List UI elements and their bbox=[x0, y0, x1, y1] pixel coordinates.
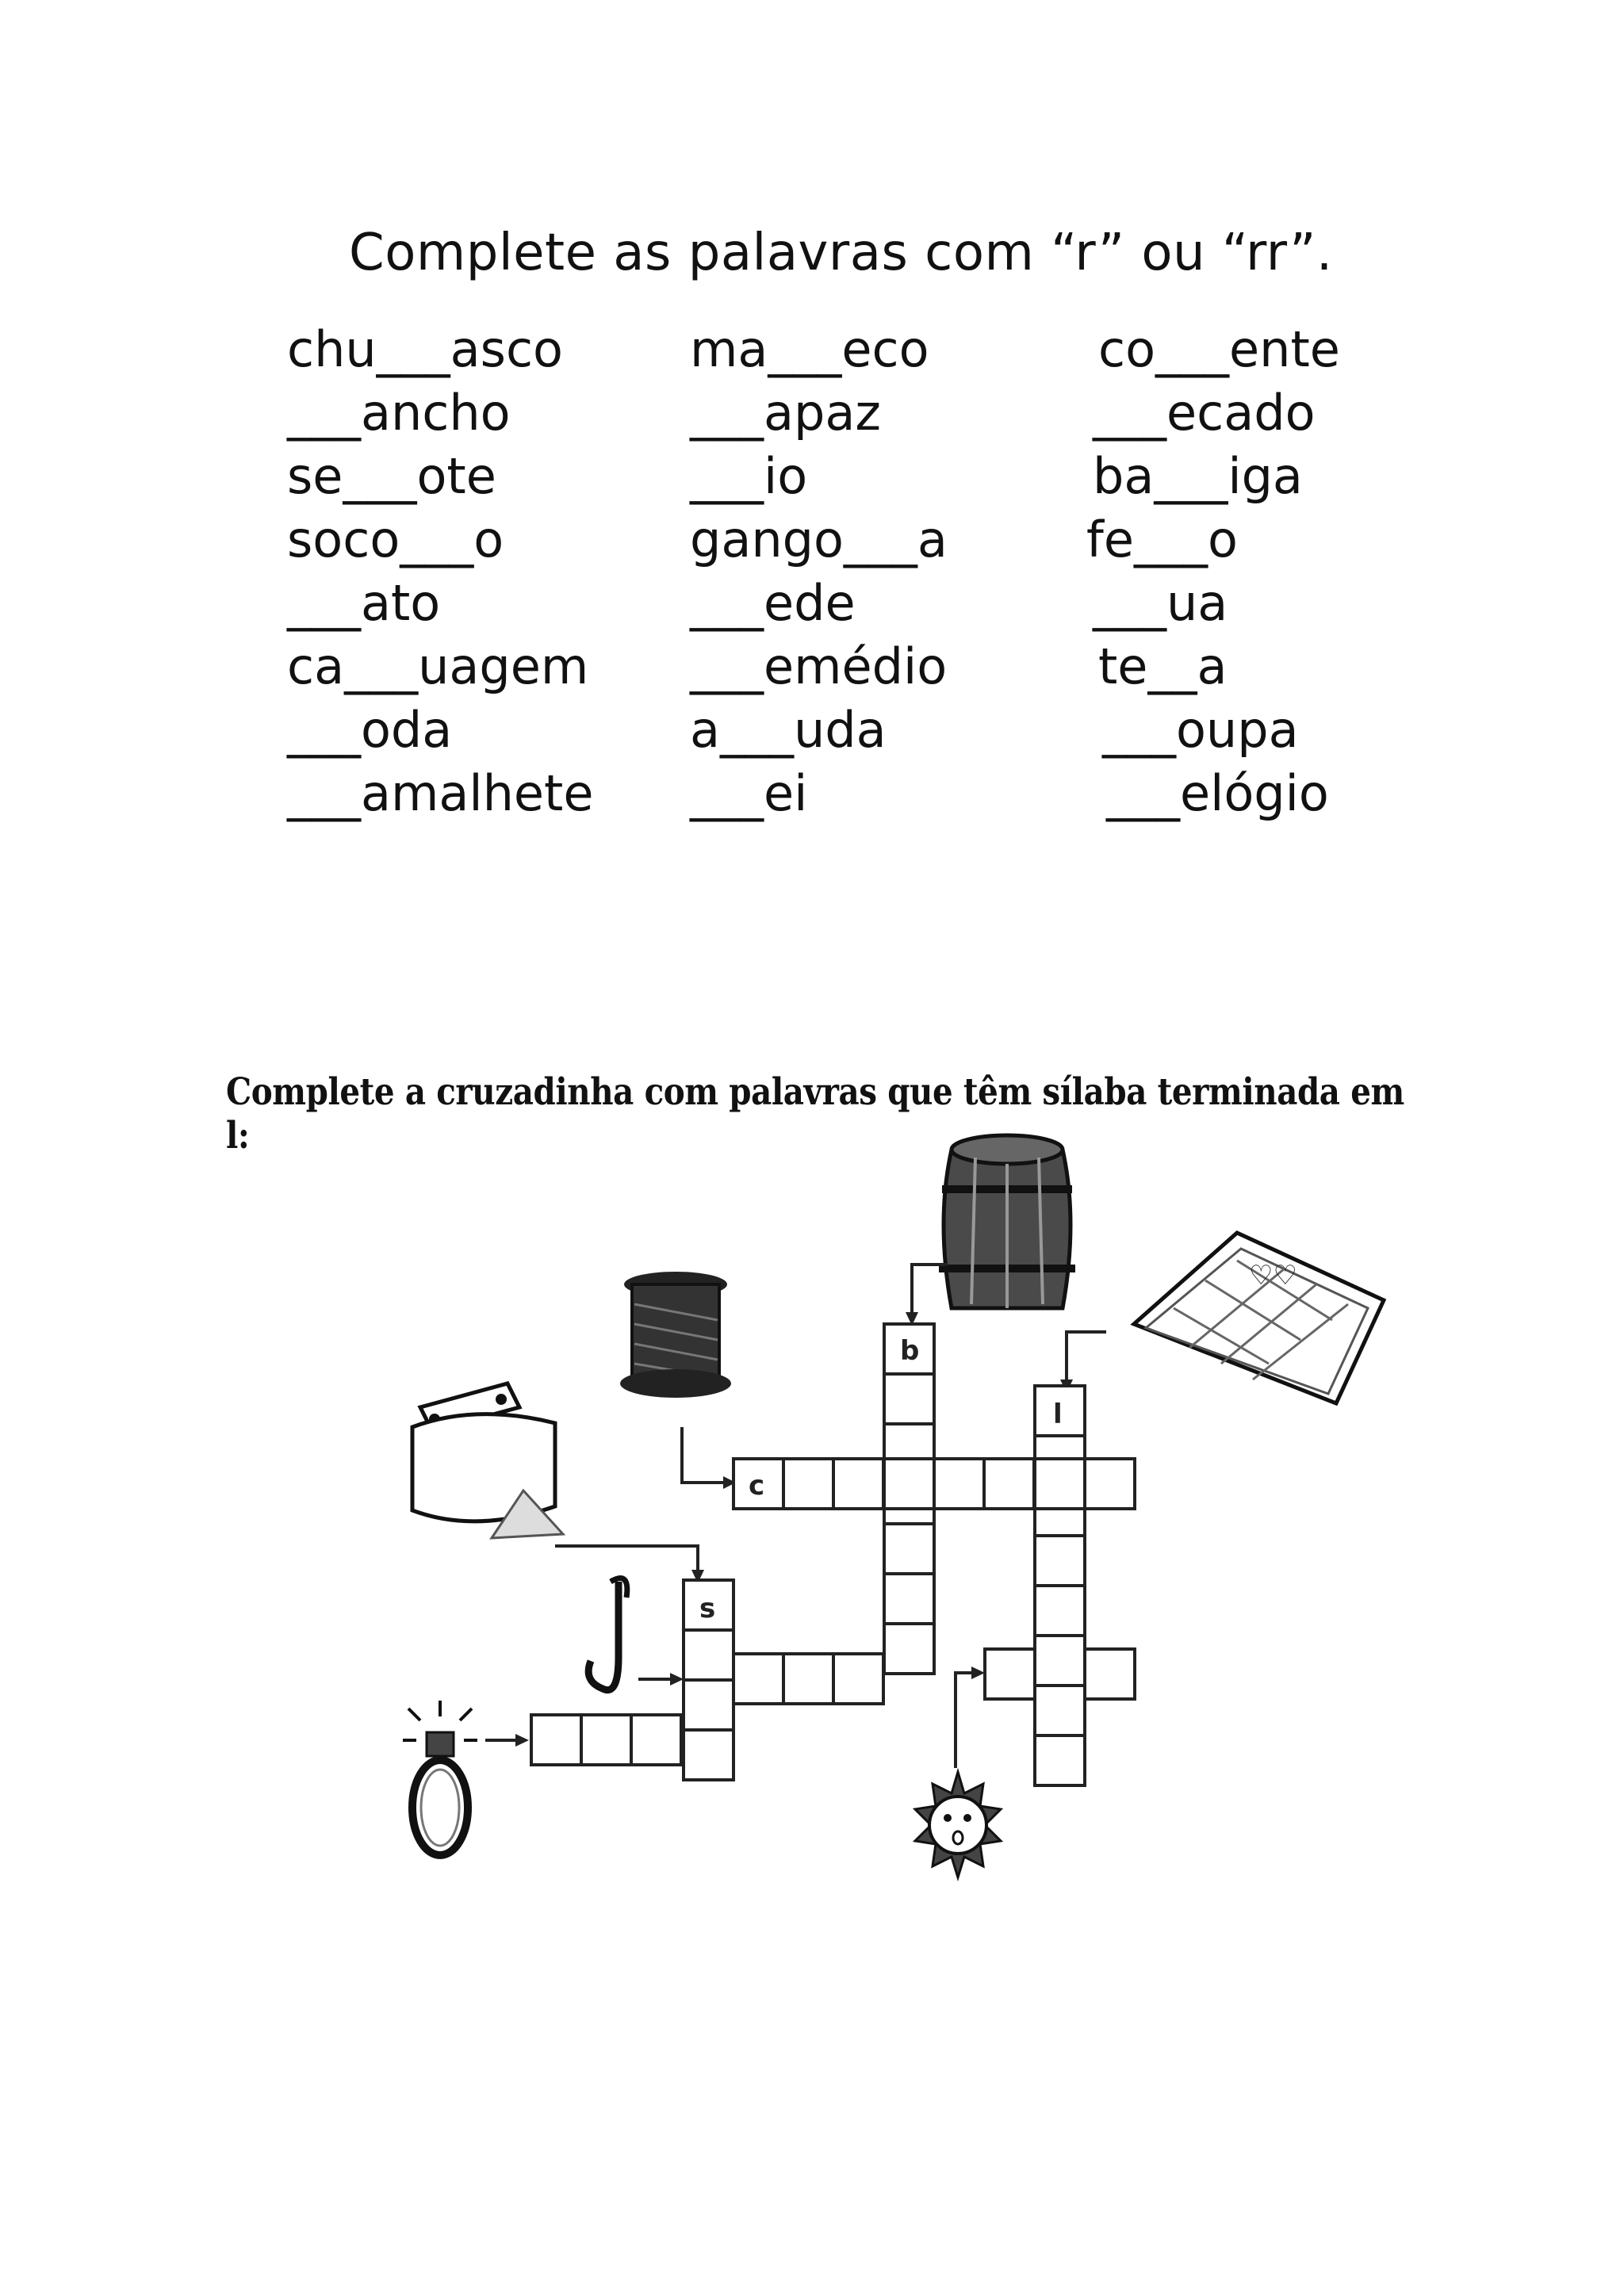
word-item: ___ua bbox=[1093, 574, 1228, 632]
word-item: ___amalhete bbox=[287, 764, 594, 822]
salt-box-icon bbox=[412, 1383, 563, 1538]
clue-letter-s: s bbox=[699, 1593, 716, 1624]
pillow-icon bbox=[1134, 1233, 1384, 1403]
word-item: soco___o bbox=[287, 511, 504, 568]
clue-letter-l: l bbox=[1053, 1399, 1063, 1430]
clue-letter-b: b bbox=[900, 1335, 920, 1367]
word-item: ___ei bbox=[690, 764, 808, 822]
exercise1-title: Complete as palavras com “r” ou “rr”. bbox=[349, 224, 1333, 282]
exercise2-title: Complete a cruzadinha com palavras que têm sílaba terminada em l: bbox=[226, 1070, 1404, 1158]
word-item: gango___a bbox=[690, 511, 948, 568]
word-item: ca___uagem bbox=[287, 637, 589, 695]
word-item: fe___o bbox=[1086, 511, 1238, 568]
word-item: ___apaz bbox=[690, 384, 881, 442]
hook-icon bbox=[588, 1578, 627, 1690]
ring-icon bbox=[403, 1701, 477, 1855]
word-item: se___ote bbox=[287, 447, 496, 505]
word-item: ___oda bbox=[287, 701, 453, 759]
word-item: ___emédio bbox=[690, 637, 948, 695]
word-item: ___io bbox=[690, 447, 808, 505]
word-item: ___ancho bbox=[287, 384, 511, 442]
word-item: a___uda bbox=[690, 701, 887, 759]
word-item: ba___iga bbox=[1093, 447, 1303, 505]
word-item: ___ato bbox=[287, 574, 441, 632]
sun-icon bbox=[915, 1772, 1001, 1877]
word-item: ___ecado bbox=[1093, 384, 1316, 442]
crossword-grid bbox=[531, 1324, 1135, 1785]
word-item: chu___asco bbox=[287, 320, 563, 378]
word-item: co___ente bbox=[1098, 320, 1340, 378]
thread-spool-icon bbox=[620, 1272, 731, 1398]
word-item: ___oupa bbox=[1102, 701, 1299, 759]
barrel-icon bbox=[939, 1135, 1075, 1308]
word-item: ___ede bbox=[690, 574, 856, 632]
clue-letter-c: c bbox=[749, 1470, 765, 1502]
svg-text:♡♡: ♡♡ bbox=[1249, 1260, 1297, 1292]
word-item: ___elógio bbox=[1106, 764, 1329, 822]
word-item: te__a bbox=[1098, 637, 1228, 695]
word-item: ma___eco bbox=[690, 320, 929, 378]
